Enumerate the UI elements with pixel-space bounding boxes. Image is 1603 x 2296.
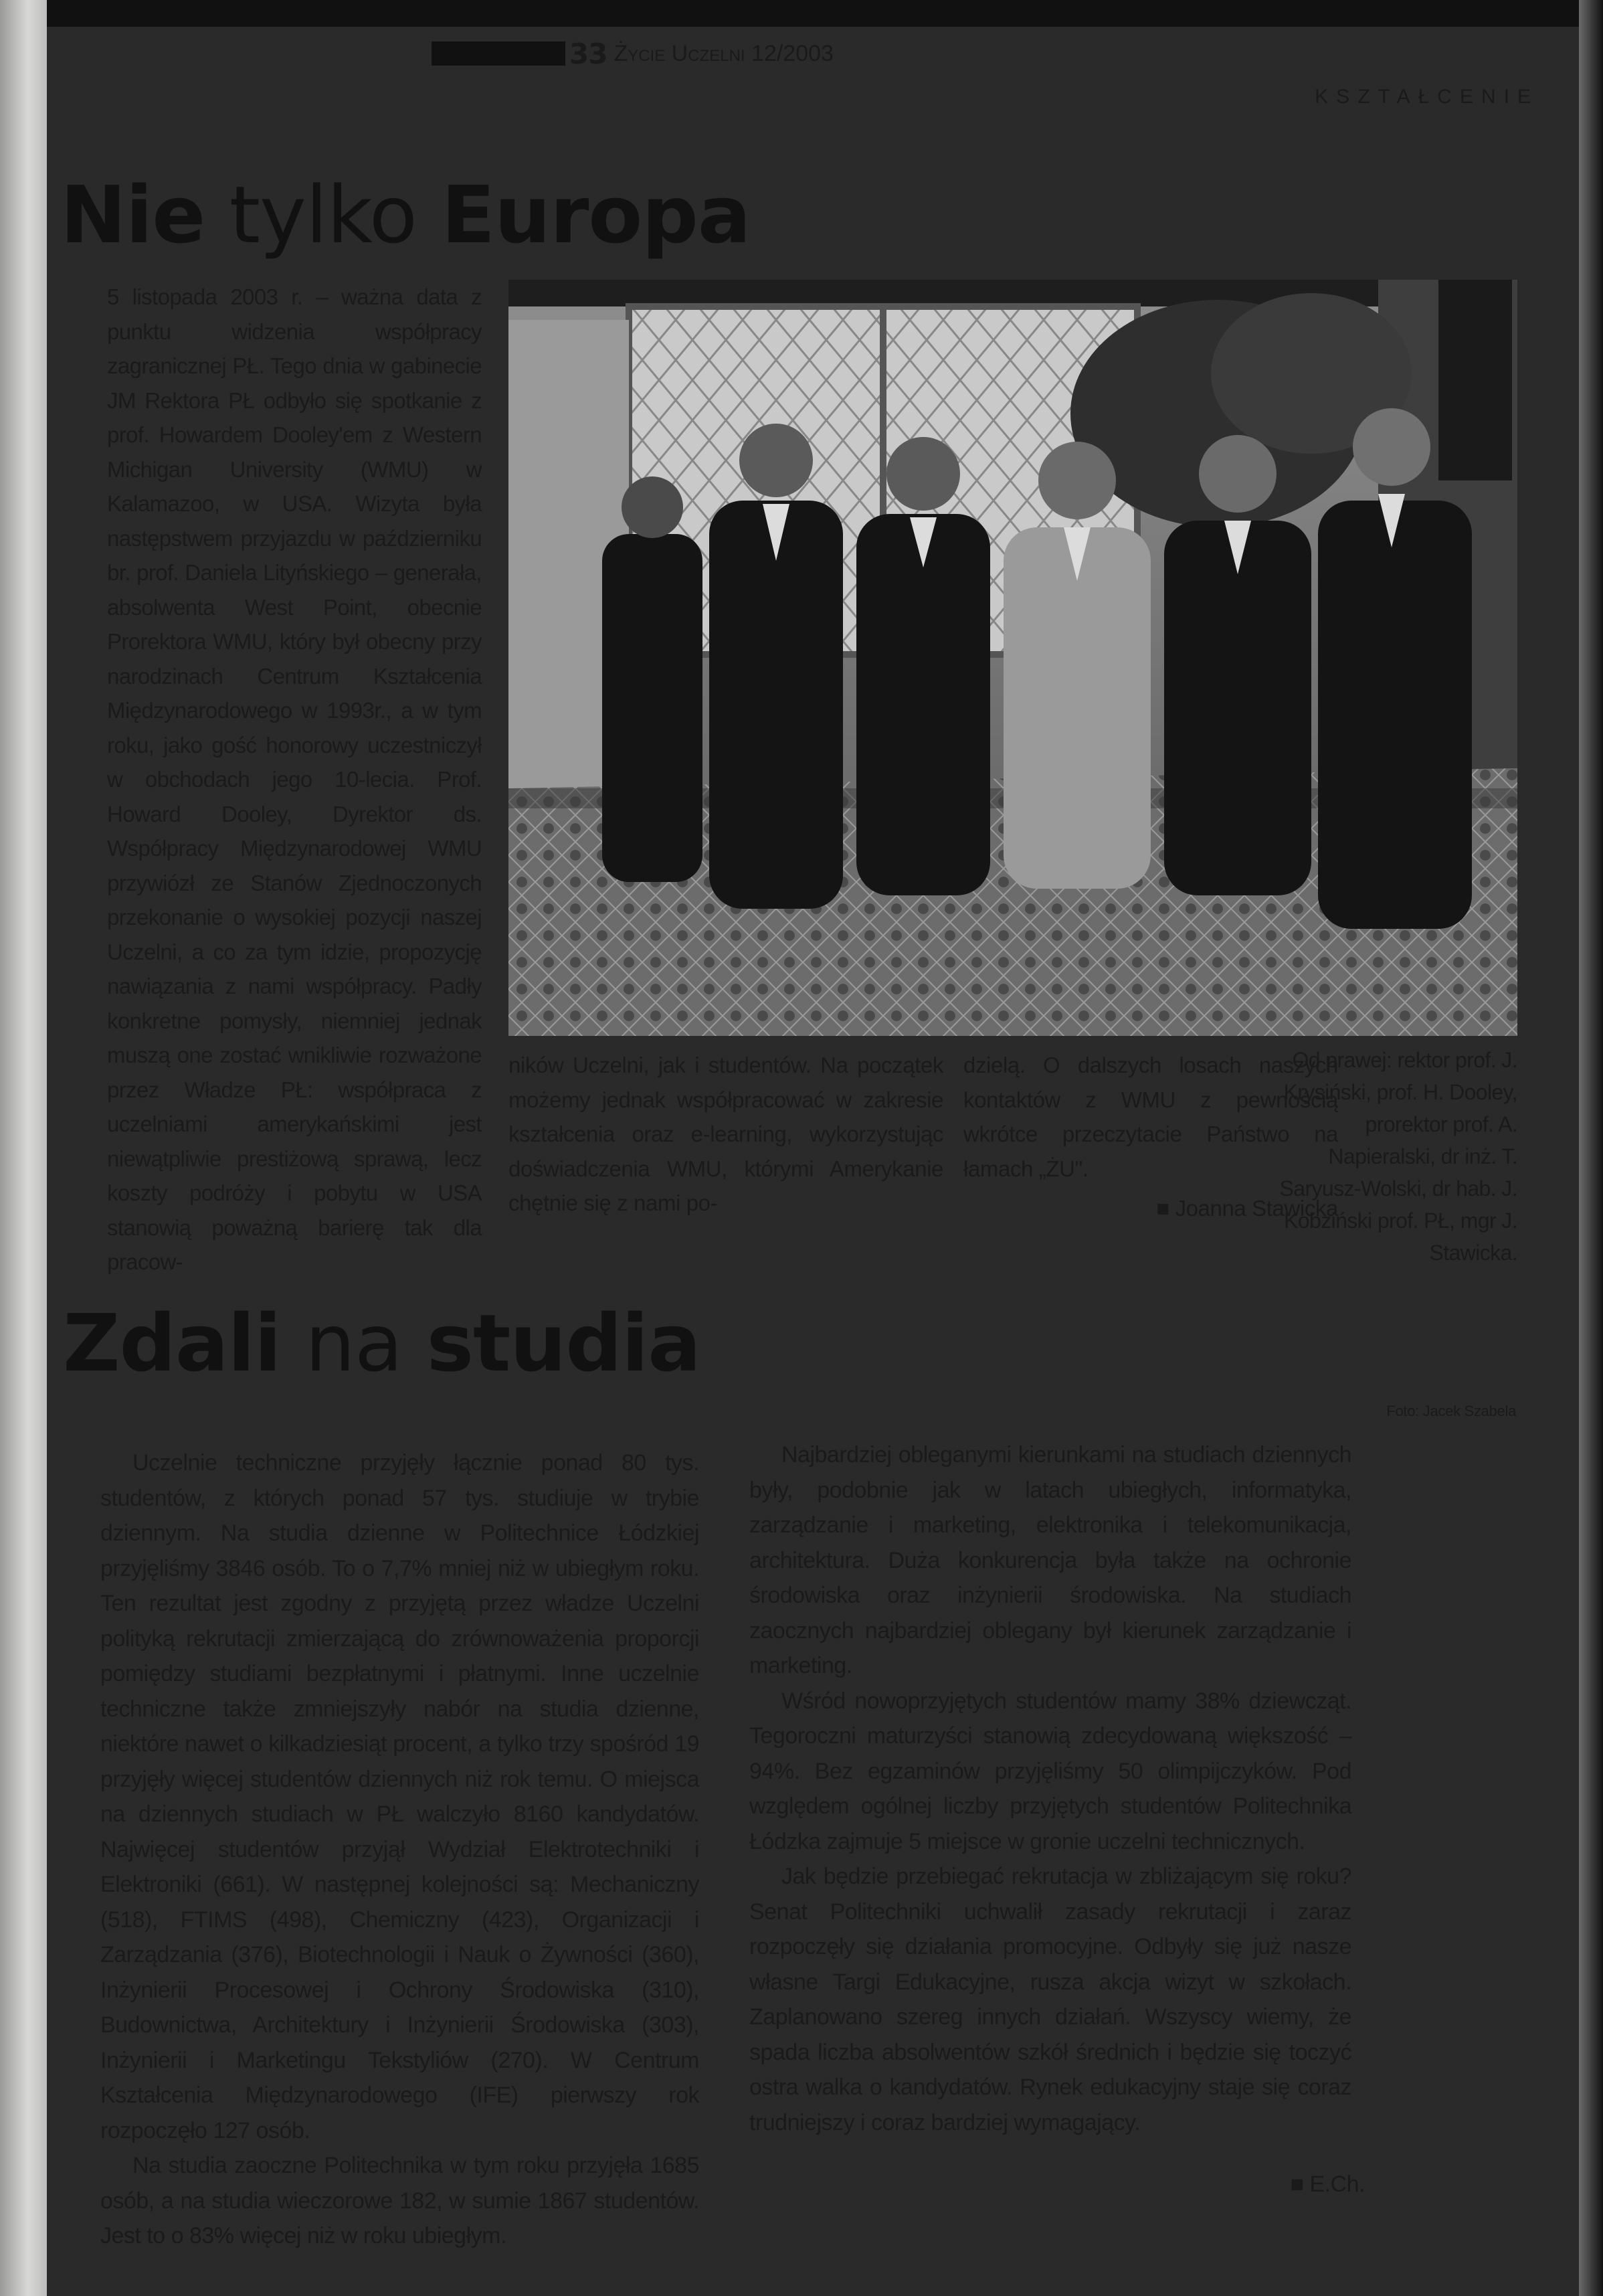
title-word: Nie (60, 169, 205, 261)
article1-column-left (107, 280, 482, 1279)
article1-column-middle (508, 1048, 943, 1221)
title-word: tylko (229, 169, 417, 261)
article2-column-right (749, 1437, 1365, 2202)
paragraph: Wśród nowoprzyjętych studentów mamy 38% dziewcząt. Tegoroczni maturzyści stanowią zdecydowaną większość – 94%. Bez egzaminów przyjęliśmy 50 olimpijczyków. Pod względem ogólnej liczby przyjętych studentów Politechnika Łódzka zajmuje 5 miejsce w gronie uczelni technicznych. (749, 1688, 1351, 1854)
group-photo (508, 280, 1517, 1036)
article2-column-left (100, 1445, 699, 2254)
title-word: Europa (441, 169, 751, 261)
title-word: na (305, 1297, 403, 1389)
group-photo-image (508, 280, 1517, 1036)
section-label: KSZTAŁCENIE (1315, 86, 1539, 108)
paragraph: 5 listopada 2003 r. – ważna data z punktu widzenia współpracy zagranicznej PŁ. Tego dnia w gabinecie JM Rektora PŁ odbyło się spotkanie z prof. Howardem Dooley'em z Western Michigan University (WMU) w Kalamazoo, w USA. Wizyta była następstwem przyjazdu w październiku br. prof. Daniela Lityńskiego – generała, absolwenta West Point, obecnie Prorektora WMU, który był obecny przy narodzinach Centrum Kształcenia Międzynarodowego w 1993r., a w tym roku, jako gość honorowy uczestniczył w obchodach jego 10-lecia. Prof. Howard Dooley, Dyrektor ds. Współpracy Międzynarodowej WMU przywiózł ze Stanów Zjednoczonych przekonanie o wysokiej pozycji naszej Uczelni, a co za tym idzie, propozycję nawiązania z nami współpracy. Padły konkretne pomysły, niemniej jednak muszą one zostać wnikliwie rozważone przez Władze PŁ: współpraca z uczelniami amerykańskimi jest niewątpliwie prestiżową sprawą, lecz koszty podróży i pobytu w USA stanowią poważną barierę tak dla pracow- (107, 284, 482, 1274)
article-title-1 (60, 169, 751, 261)
page-header (432, 39, 834, 68)
author-signature: ■ Joanna Stawicka (1156, 1196, 1338, 1221)
photo-credit: Foto: Jacek Szabela (1386, 1403, 1516, 1419)
paragraph: Na studia zaoczne Politechnika w tym roku przyjęła 1685 osób, a na studia wieczorowe 182, w sumie 1867 studentów. Jest to o 83% więcej niż w roku ubiegłym. (100, 2153, 699, 2248)
title-word: studia (426, 1297, 700, 1389)
photo-caption: Od prawej: rektor prof. J. Krysiński, prof. H. Dooley, prorektor prof. A. Napieralski, dr inż. T. Saryusz-Wolski, dr hab. J. Kobziński prof. PŁ, mgr J. Stawicka. (1279, 1048, 1517, 1265)
page-number: 33 (569, 37, 607, 70)
paragraph: Uczelnie techniczne przyjęły łącznie ponad 80 tys. studentów, z których ponad 57 tys. studiuje w trybie dziennym. Na studia dzienne w Politechnice Łódzkiej przyjęliśmy 3846 osób. To o 7,7% mniej niż w ubiegłym roku. Ten rezultat jest zgodny z przyjętą przez władze Uczelni polityką rekrutacji zmierzającą do zrównoważenia proporcji pomiędzy studiami bezpłatnymi i płatnymi. Inne uczelnie techniczne także zmniejszyły nabór na studia dzienne, niektóre nawet o kilkadziesiąt procent, a tylko trzy spośród 19 przyjęły więcej studentów dziennych niż rok temu. O miejsca na dziennych studiach w PŁ walczyło 8160 kandydatów. Najwięcej studentów przyjął Wydział Elektrotechniki i Elektroniki (661). W następnej kolejności są: Mechaniczny (518), FTIMS (498), Chemiczny (423), Organizacji i Zarządzania (376), Biotechnologii i Nauk o Żywności (360), Inżynierii Procesowej i Ochrony Środowiska (310), Budownictwa, Architektury i Inżynierii Środowiska (303), Inżynierii i Marketingu Tekstyliów (270). W Centrum Kształcenia Międzynarodowego (IFE) pierwszy rok rozpoczęło 127 osób. (100, 1450, 699, 2143)
title-word: Zdali (63, 1297, 281, 1389)
paragraph: ników Uczelni, jak i studentów. Na początek możemy jednak współpracować w zakresie kształcenia oraz e-learning, wykorzystując doświadczenia WMU, którymi Amerykanie chętnie się z nami po- (508, 1053, 943, 1215)
paragraph: dzielą. O dalszych losach naszych kontaktów z WMU z pewnością wkrótce przeczytacie Państwo na łamach „ŻU". (963, 1053, 1338, 1181)
author-signature: ■ E.Ch. (1290, 2172, 1365, 2197)
header-bar (432, 41, 565, 66)
paragraph: Najbardziej obleganymi kierunkami na studiach dziennych były, podobnie jak w latach ubiegłych, informatyka, zarządzanie i marketing, elektronika i telekomunikacja, architektura. Duża konkurencja była także na ochronie środowiska oraz inżynierii środowiska. Na studiach zaocznych najbardziej oblegany był kierunek zarządzanie i marketing. (749, 1442, 1351, 1678)
article-title-2 (63, 1297, 700, 1389)
magazine-issue: Życie Uczelni 12/2003 (614, 40, 834, 66)
paragraph: Jak będzie przebiegać rekrutacja w zbliżającym się roku? Senat Politechniki uchwalił zasady rekrutacji i zaraz rozpoczęły się działania promocyjne. Odbyły się już nasze własne Targi Edukacyjne, rusza akcja wizyt w szkołach. Zaplanowano szereg innych działań. Wszyscy wiemy, że spada liczba absolwentów szkół średnich i będzie się toczyć ostra walka o kandydatów. Rynek edukacyjny staje się coraz trudniejszy i coraz bardziej wymagający. (749, 1864, 1351, 2135)
